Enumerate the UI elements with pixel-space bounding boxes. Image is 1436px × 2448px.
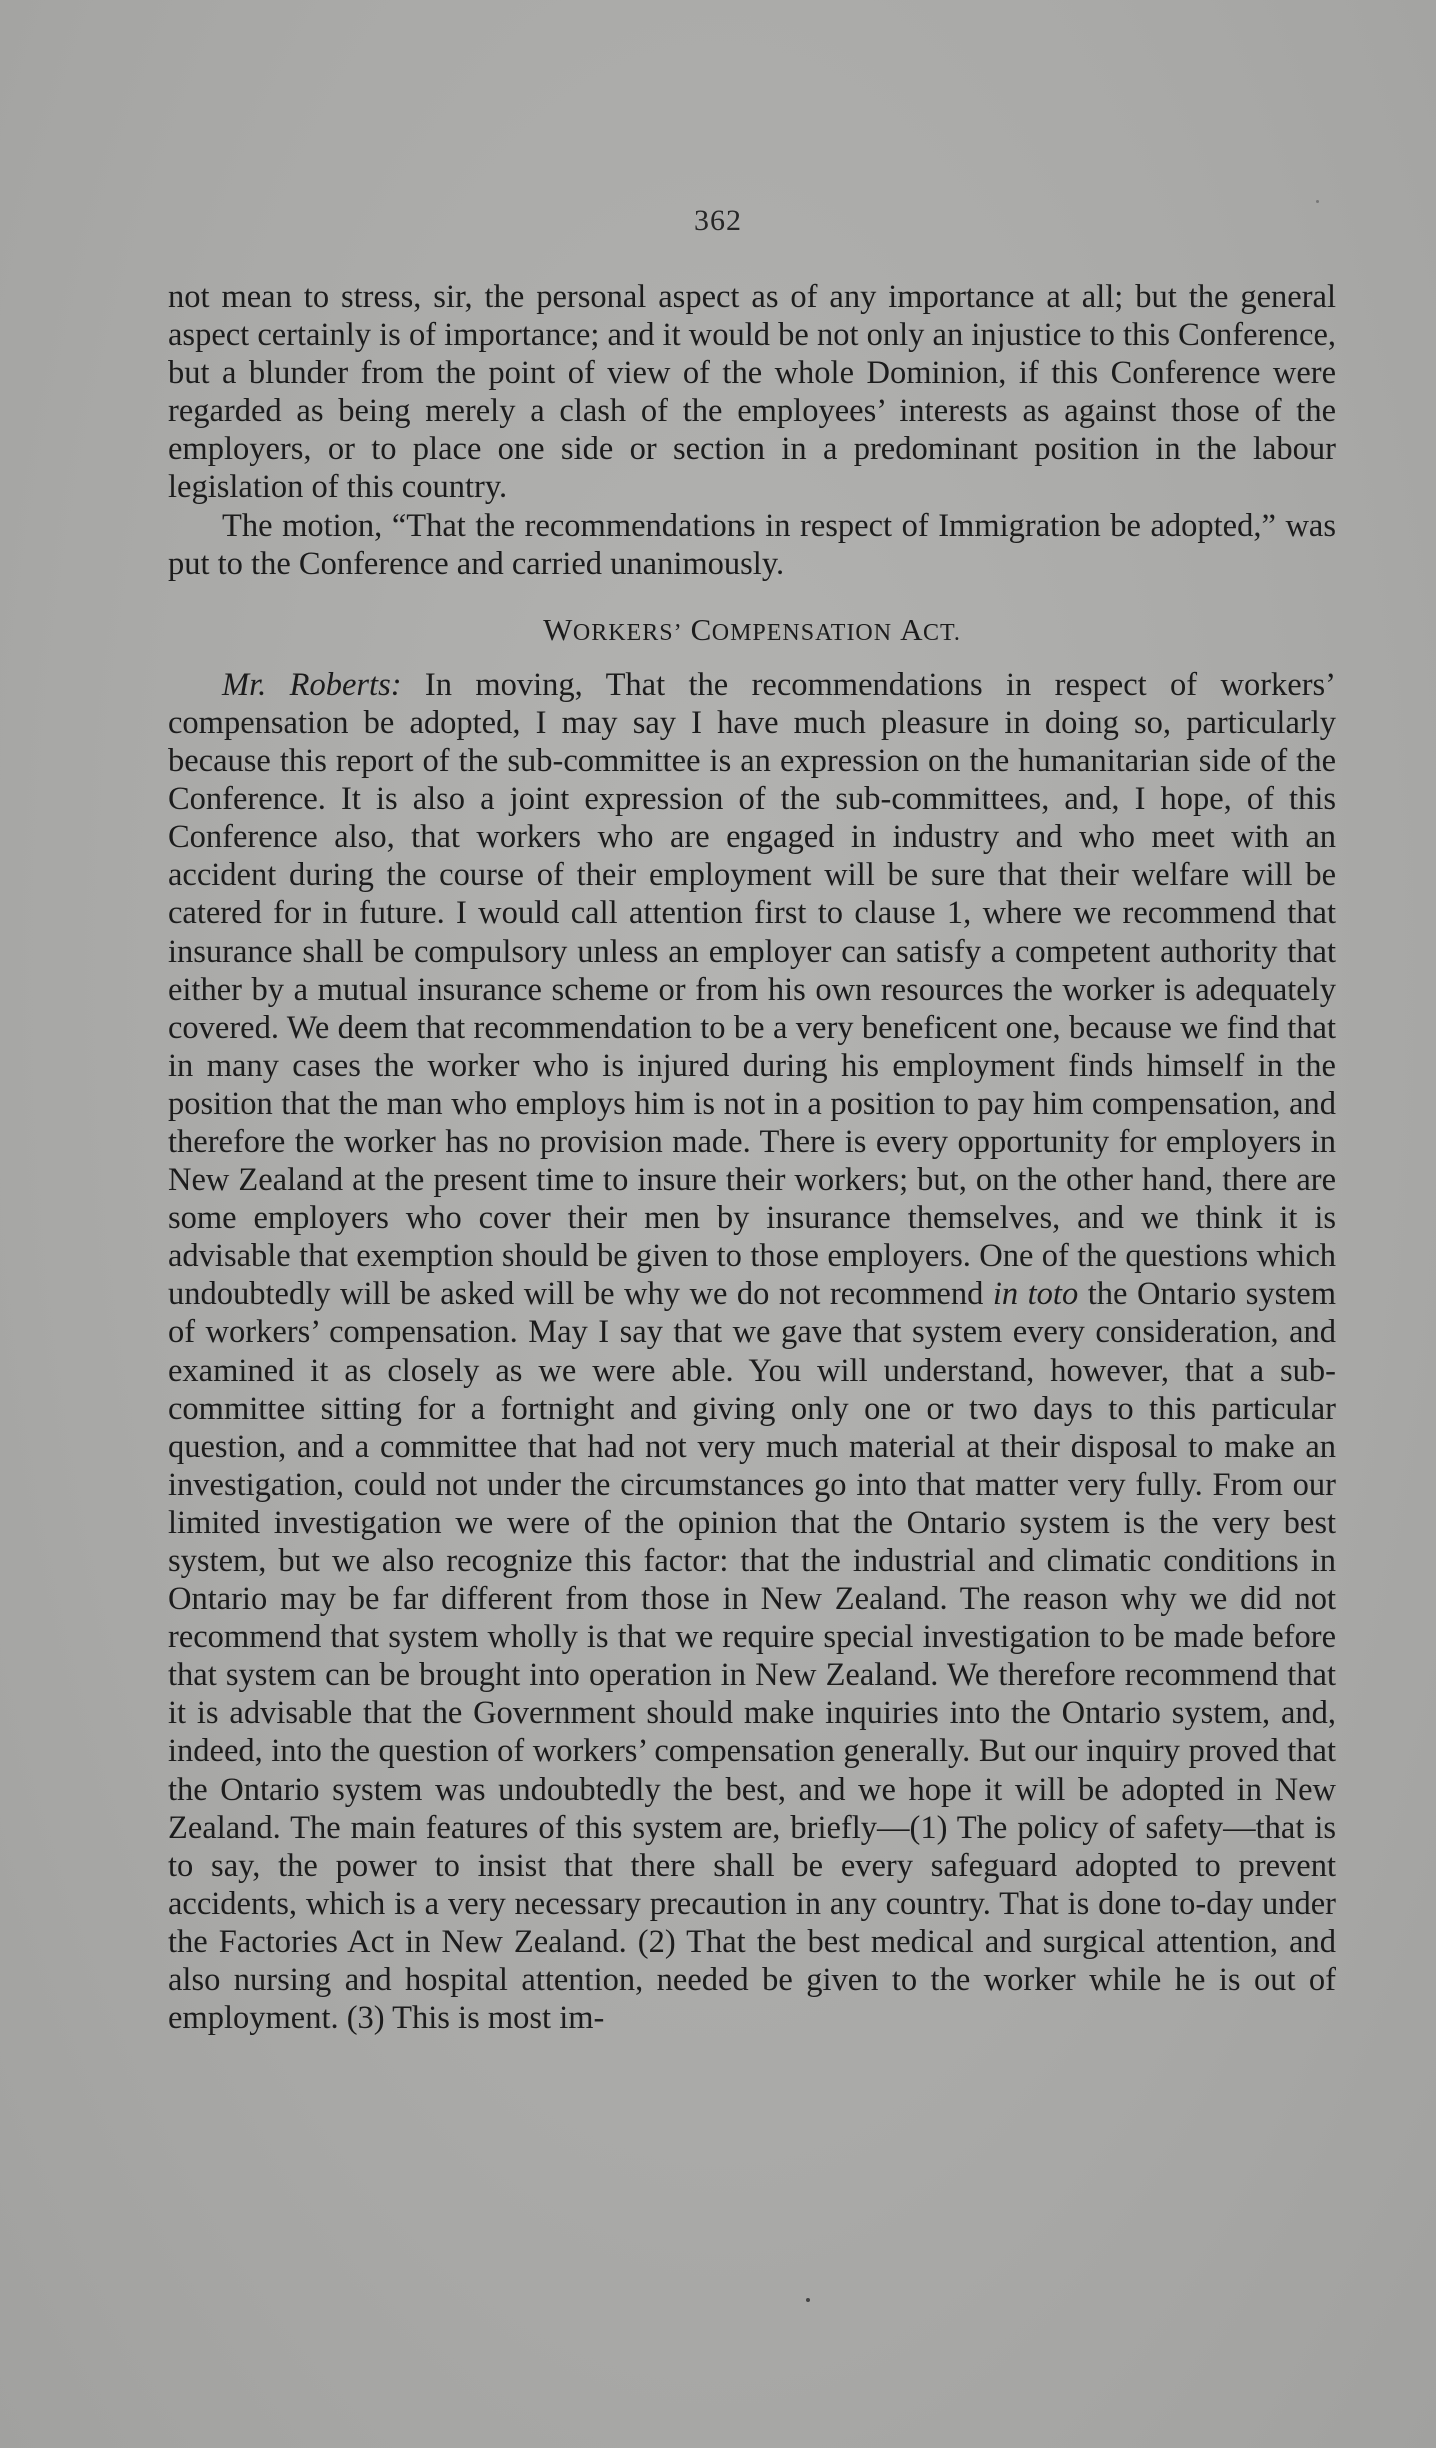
speech-text-part2: the Ontario system of workers’ compensation. May I say that we gave that system every consideration, and examined it as closely as we were able. You will understand, however, that a sub-committee sitting for a fortnight and giving only one or two days to this particular question, and a committee that had not very much material at their disposal to make an investigation, could not under the circumstances go into that matter very fully. From our limited investigation we were of the opinion that the Ontario system is the very best system, but we also recognize this factor: that the industrial and climatic conditions in Ontario may be far different from those in New Zealand. The reason why we did not recommend that system wholly is that we require special investigation to be made before that system can be brought into operation in New Zealand. We therefore recommend that it is advisable that the Government should make inquiries into the Ontario system, and, indeed, into the question of workers’ compensation generally. But our inquiry proved that the Ontario system was undoubtedly the best, and we hope it will be adopted in New Zealand. The main features of this system are, briefly—(1) The policy of safety—that is to say, the power to insist that there shall be every safeguard adopted to prevent accidents, which is a very necessary precaution in any country. That is done to-day under the Factories Act in New Zealand. (2) That the best medical and surgical attention, and also nursing and hospital attention, needed be given to the worker while he is out of employment. (3) This is most im-	[168, 1276, 1337, 2037]
heading-initial: A	[900, 611, 923, 647]
heading-initial: C	[690, 611, 712, 647]
paragraph-continuation: not mean to stress, sir, the personal aspect as of any importance at all; but the general aspect certainly is of importance; and it would be not only an injustice to this Conference, but a blunder from the point of view of the whole Dominion, if this Conference were regarded as being merely a clash of the employees’ interests as against those of the employers, or to place one side or section in a predominant position in the labour legislation of this country.	[168, 279, 1336, 506]
speech-text-part1: In moving, That the recommendations in respect of workers’ compensation be adopted, I may say I have much pleasure in doing so, particularly because this report of the sub-committee is an expression on the humanitarian side of the Conference. It is also a joint expression of the sub-committees, and, I hope, of this Conference also, that workers who are engaged in industry and who meet with an accident during the course of their employment will be sure that their welfare will be catered for in future. I would call attention first to clause 1, where we recommend that insurance shall be compulsory unless an employer can satisfy a competent authority that either by a mutual insurance scheme or from his own resources the worker is adequately covered. We deem that recommendation to be a very beneficent one, because we find that in many cases the worker who is injured during his employment finds himself in the position that the man who employs him is not in a position to pay him compensation, and therefore the worker has no provision made. There is every opportunity for employers in New Zealand at the present time to insure their workers; but, on the other hand, there are some employers who cover their men by insurance themselves, and we think it is advisable that exemption should be given to those employers. One of the questions which undoubtedly will be asked will be why we do not recommend	[168, 666, 1337, 1313]
paragraph-speech	[168, 666, 1336, 2037]
foreign-phrase: in toto	[992, 1276, 1079, 1313]
heading-rest: OMPENSATION	[711, 619, 893, 646]
section-heading	[168, 611, 1336, 652]
page-number: 362	[694, 204, 742, 237]
speaker-name: Mr. Roberts:	[222, 666, 402, 703]
paragraph-motion: The motion, “That the recommendations in respect of Immigration be adopted,” was put to the Conference and carried unanimously.	[168, 507, 1336, 582]
heading-rest: CT.	[923, 619, 961, 646]
body-text	[168, 278, 1336, 2037]
paper-speck	[806, 2298, 810, 2302]
heading-rest: ORKERS’	[572, 619, 683, 646]
paper-speck	[1316, 200, 1319, 203]
heading-initial: W	[543, 611, 573, 647]
